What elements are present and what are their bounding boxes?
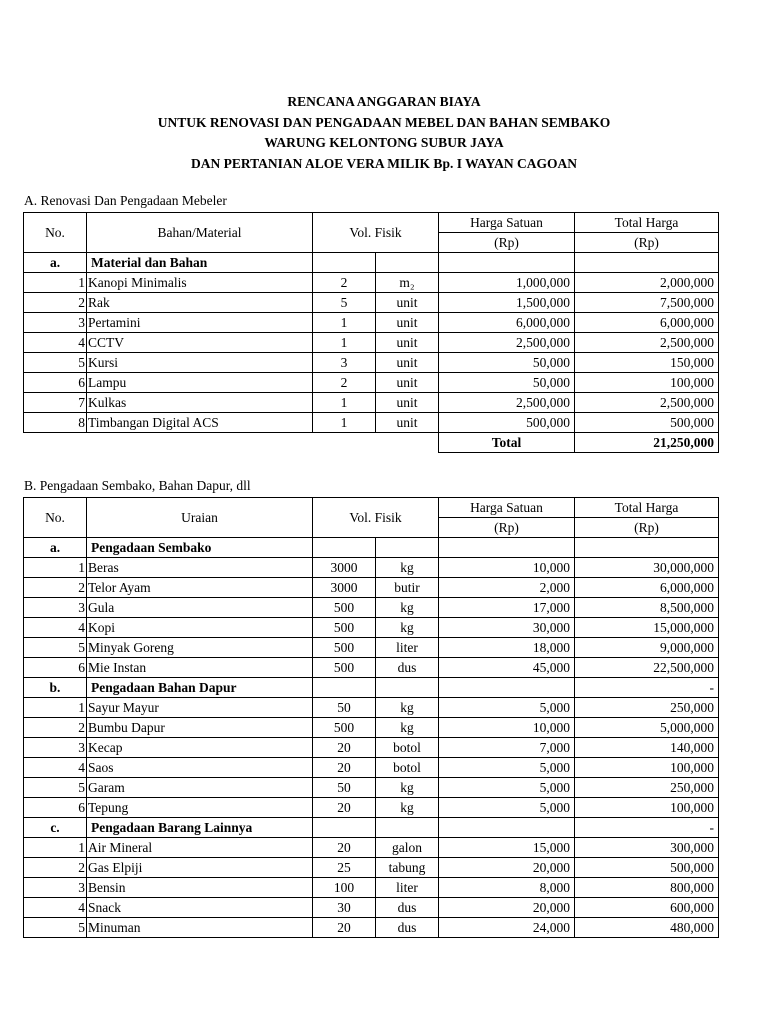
item-name: Mie Instan <box>87 658 313 678</box>
item-quantity: 500 <box>313 718 376 738</box>
item-unit: botol <box>376 738 439 758</box>
item-unit: botol <box>376 758 439 778</box>
item-name: Bensin <box>87 878 313 898</box>
item-number: 5 <box>24 778 87 798</box>
group-unit <box>376 678 439 698</box>
section-b-body <box>24 498 719 938</box>
group-qty <box>313 678 376 698</box>
table-row <box>24 758 719 778</box>
header-unit-price: Harga Satuan <box>439 213 575 233</box>
table-row <box>24 578 719 598</box>
item-unit-price: 50,000 <box>439 353 575 373</box>
item-unit-price: 17,000 <box>439 598 575 618</box>
item-name: Minyak Goreng <box>87 638 313 658</box>
table-row <box>24 918 719 938</box>
item-unit: tabung <box>376 858 439 878</box>
item-total-price: 2,000,000 <box>575 273 719 293</box>
table-row <box>24 273 719 293</box>
item-number: 4 <box>24 618 87 638</box>
item-unit-price: 30,000 <box>439 618 575 638</box>
item-name: CCTV <box>87 333 313 353</box>
item-quantity: 5 <box>313 293 376 313</box>
section-b-label: B. Pengadaan Sembako, Bahan Dapur, dll <box>24 478 251 493</box>
item-unit: unit <box>376 313 439 333</box>
item-total-price: 250,000 <box>575 698 719 718</box>
item-number: 5 <box>24 918 87 938</box>
item-quantity: 20 <box>313 918 376 938</box>
item-unit: unit <box>376 333 439 353</box>
item-unit-price: 5,000 <box>439 798 575 818</box>
item-total-price: 30,000,000 <box>575 558 719 578</box>
group-code: b. <box>24 678 87 698</box>
item-total-price: 2,500,000 <box>575 333 719 353</box>
item-total-price: 6,000,000 <box>575 578 719 598</box>
table-row <box>24 658 719 678</box>
table-row <box>24 558 719 578</box>
table-row <box>24 838 719 858</box>
group-name: Pengadaan Sembako <box>87 538 313 558</box>
header-total-price: Total Harga <box>575 213 719 233</box>
item-total-price: 100,000 <box>575 758 719 778</box>
item-total-price: 100,000 <box>575 373 719 393</box>
item-total-price: 9,000,000 <box>575 638 719 658</box>
item-total-price: 600,000 <box>575 898 719 918</box>
section-b-table <box>23 497 719 938</box>
section-a-body <box>24 213 719 453</box>
item-number: 1 <box>24 838 87 858</box>
item-unit: m₂ <box>376 273 439 293</box>
item-number: 2 <box>24 858 87 878</box>
item-name: Snack <box>87 898 313 918</box>
table-row <box>24 313 719 333</box>
item-unit: dus <box>376 918 439 938</box>
table-row <box>24 698 719 718</box>
header-total-price: Total Harga <box>575 498 719 518</box>
item-unit: unit <box>376 393 439 413</box>
header-vol: Vol. Fisik <box>313 213 439 253</box>
item-number: 6 <box>24 798 87 818</box>
item-quantity: 500 <box>313 618 376 638</box>
item-total-price: 100,000 <box>575 798 719 818</box>
item-number: 2 <box>24 718 87 738</box>
item-total-price: 8,500,000 <box>575 598 719 618</box>
item-quantity: 500 <box>313 598 376 618</box>
item-unit: unit <box>376 353 439 373</box>
header-unit-price: Harga Satuan <box>439 498 575 518</box>
item-unit-price: 18,000 <box>439 638 575 658</box>
item-number: 4 <box>24 758 87 778</box>
item-number: 3 <box>24 878 87 898</box>
item-name: Rak <box>87 293 313 313</box>
group-price <box>439 538 575 558</box>
item-total-price: 800,000 <box>575 878 719 898</box>
item-unit: kg <box>376 598 439 618</box>
table-row <box>24 798 719 818</box>
header-no: No. <box>24 213 87 253</box>
item-number: 3 <box>24 598 87 618</box>
item-unit-price: 6,000,000 <box>439 313 575 333</box>
item-unit-price: 15,000 <box>439 838 575 858</box>
item-name: Minuman <box>87 918 313 938</box>
item-number: 5 <box>24 353 87 373</box>
group-total <box>575 538 719 558</box>
item-total-price: 22,500,000 <box>575 658 719 678</box>
group-unit <box>376 818 439 838</box>
item-quantity: 30 <box>313 898 376 918</box>
group-qty <box>313 253 376 273</box>
item-number: 6 <box>24 373 87 393</box>
item-unit-price: 10,000 <box>439 718 575 738</box>
group-price <box>439 253 575 273</box>
item-quantity: 500 <box>313 638 376 658</box>
item-quantity: 3000 <box>313 558 376 578</box>
item-unit-price: 5,000 <box>439 698 575 718</box>
item-number: 6 <box>24 658 87 678</box>
item-name: Beras <box>87 558 313 578</box>
table-row <box>24 738 719 758</box>
item-unit-price: 2,500,000 <box>439 333 575 353</box>
item-name: Tepung <box>87 798 313 818</box>
item-quantity: 1 <box>313 393 376 413</box>
item-unit-price: 20,000 <box>439 858 575 878</box>
group-qty <box>313 818 376 838</box>
group-row <box>24 678 719 698</box>
group-row <box>24 818 719 838</box>
item-unit: butir <box>376 578 439 598</box>
header-unit-price-currency: (Rp) <box>439 233 575 253</box>
item-number: 4 <box>24 333 87 353</box>
item-quantity: 20 <box>313 838 376 858</box>
item-name: Kopi <box>87 618 313 638</box>
group-unit <box>376 538 439 558</box>
item-unit-price: 20,000 <box>439 898 575 918</box>
group-row <box>24 253 719 273</box>
group-total <box>575 253 719 273</box>
header-row-top <box>24 498 719 518</box>
item-unit-price: 5,000 <box>439 778 575 798</box>
title-line-3: WARUNG KELONTONG SUBUR JAYA <box>264 135 504 150</box>
item-number: 1 <box>24 273 87 293</box>
item-total-price: 5,000,000 <box>575 718 719 738</box>
item-quantity: 1 <box>313 313 376 333</box>
document-title <box>0 92 768 174</box>
item-quantity: 20 <box>313 798 376 818</box>
item-unit: liter <box>376 638 439 658</box>
title-line-1: RENCANA ANGGARAN BIAYA <box>287 94 481 109</box>
item-quantity: 25 <box>313 858 376 878</box>
item-quantity: 1 <box>313 333 376 353</box>
item-total-price: 7,500,000 <box>575 293 719 313</box>
item-total-price: 150,000 <box>575 353 719 373</box>
total-value: 21,250,000 <box>575 433 719 453</box>
item-total-price: 140,000 <box>575 738 719 758</box>
item-name: Kulkas <box>87 393 313 413</box>
item-name: Air Mineral <box>87 838 313 858</box>
item-unit-price: 2,000 <box>439 578 575 598</box>
item-number: 8 <box>24 413 87 433</box>
group-row <box>24 538 719 558</box>
item-unit-price: 2,500,000 <box>439 393 575 413</box>
table-row <box>24 618 719 638</box>
table-row <box>24 293 719 313</box>
total-label: Total <box>439 433 575 453</box>
item-name: Telor Ayam <box>87 578 313 598</box>
item-unit-price: 5,000 <box>439 758 575 778</box>
item-unit: kg <box>376 778 439 798</box>
group-code: a. <box>24 538 87 558</box>
item-name: Timbangan Digital ACS <box>87 413 313 433</box>
item-unit: kg <box>376 618 439 638</box>
item-unit-price: 10,000 <box>439 558 575 578</box>
item-quantity: 20 <box>313 758 376 778</box>
table-row <box>24 638 719 658</box>
title-line-2: UNTUK RENOVASI DAN PENGADAAN MEBEL DAN BAHAN SEMBAKO <box>157 114 611 130</box>
item-number: 2 <box>24 293 87 313</box>
total-spacer <box>24 433 439 453</box>
item-number: 3 <box>24 738 87 758</box>
table-row <box>24 413 719 433</box>
group-price <box>439 818 575 838</box>
group-total: - <box>575 678 719 698</box>
section-a-table <box>23 212 719 453</box>
table-row <box>24 393 719 413</box>
item-number: 1 <box>24 698 87 718</box>
item-total-price: 480,000 <box>575 918 719 938</box>
group-price <box>439 678 575 698</box>
item-quantity: 3 <box>313 353 376 373</box>
item-quantity: 50 <box>313 698 376 718</box>
header-total-price-currency: (Rp) <box>575 233 719 253</box>
item-total-price: 300,000 <box>575 838 719 858</box>
table-row <box>24 778 719 798</box>
group-code: c. <box>24 818 87 838</box>
item-total-price: 500,000 <box>575 858 719 878</box>
group-qty <box>313 538 376 558</box>
item-quantity: 100 <box>313 878 376 898</box>
item-name: Kursi <box>87 353 313 373</box>
item-total-price: 15,000,000 <box>575 618 719 638</box>
header-unit-price-currency: (Rp) <box>439 518 575 538</box>
header-row-top <box>24 213 719 233</box>
item-unit: kg <box>376 698 439 718</box>
item-unit: unit <box>376 293 439 313</box>
table-row <box>24 598 719 618</box>
item-number: 2 <box>24 578 87 598</box>
header-no: No. <box>24 498 87 538</box>
item-unit: kg <box>376 718 439 738</box>
item-total-price: 500,000 <box>575 413 719 433</box>
item-unit-price: 500,000 <box>439 413 575 433</box>
item-unit: kg <box>376 798 439 818</box>
item-unit-price: 24,000 <box>439 918 575 938</box>
item-name: Sayur Mayur <box>87 698 313 718</box>
header-item: Bahan/Material <box>87 213 313 253</box>
group-unit <box>376 253 439 273</box>
group-name: Material dan Bahan <box>87 253 313 273</box>
item-quantity: 1 <box>313 413 376 433</box>
table-row <box>24 878 719 898</box>
item-quantity: 2 <box>313 273 376 293</box>
item-quantity: 500 <box>313 658 376 678</box>
item-number: 5 <box>24 638 87 658</box>
item-total-price: 250,000 <box>575 778 719 798</box>
item-unit-price: 50,000 <box>439 373 575 393</box>
item-unit-price: 1,500,000 <box>439 293 575 313</box>
table-row <box>24 373 719 393</box>
item-number: 1 <box>24 558 87 578</box>
item-name: Garam <box>87 778 313 798</box>
section-a-label: A. Renovasi Dan Pengadaan Mebeler <box>24 193 227 208</box>
item-unit-price: 1,000,000 <box>439 273 575 293</box>
table-row <box>24 353 719 373</box>
group-code: a. <box>24 253 87 273</box>
item-unit-price: 45,000 <box>439 658 575 678</box>
item-quantity: 2 <box>313 373 376 393</box>
item-quantity: 20 <box>313 738 376 758</box>
group-name: Pengadaan Bahan Dapur <box>87 678 313 698</box>
item-name: Kecap <box>87 738 313 758</box>
group-total: - <box>575 818 719 838</box>
total-row <box>24 433 719 453</box>
item-name: Pertamini <box>87 313 313 333</box>
item-number: 7 <box>24 393 87 413</box>
title-line-4: DAN PERTANIAN ALOE VERA MILIK Bp. I WAYAN CAGOAN <box>191 155 577 171</box>
table-row <box>24 333 719 353</box>
header-item: Uraian <box>87 498 313 538</box>
item-name: Lampu <box>87 373 313 393</box>
item-quantity: 3000 <box>313 578 376 598</box>
item-total-price: 2,500,000 <box>575 393 719 413</box>
item-number: 4 <box>24 898 87 918</box>
item-unit-price: 8,000 <box>439 878 575 898</box>
item-name: Gula <box>87 598 313 618</box>
item-name: Kanopi Minimalis <box>87 273 313 293</box>
item-unit: dus <box>376 898 439 918</box>
item-unit: galon <box>376 838 439 858</box>
table-row <box>24 898 719 918</box>
item-unit: liter <box>376 878 439 898</box>
item-unit: unit <box>376 373 439 393</box>
item-total-price: 6,000,000 <box>575 313 719 333</box>
item-name: Saos <box>87 758 313 778</box>
item-quantity: 50 <box>313 778 376 798</box>
item-unit: unit <box>376 413 439 433</box>
item-name: Bumbu Dapur <box>87 718 313 738</box>
item-unit-price: 7,000 <box>439 738 575 758</box>
item-unit: kg <box>376 558 439 578</box>
table-row <box>24 858 719 878</box>
table-row <box>24 718 719 738</box>
item-number: 3 <box>24 313 87 333</box>
item-unit: dus <box>376 658 439 678</box>
header-total-price-currency: (Rp) <box>575 518 719 538</box>
group-name: Pengadaan Barang Lainnya <box>87 818 313 838</box>
item-name: Gas Elpiji <box>87 858 313 878</box>
header-vol: Vol. Fisik <box>313 498 439 538</box>
